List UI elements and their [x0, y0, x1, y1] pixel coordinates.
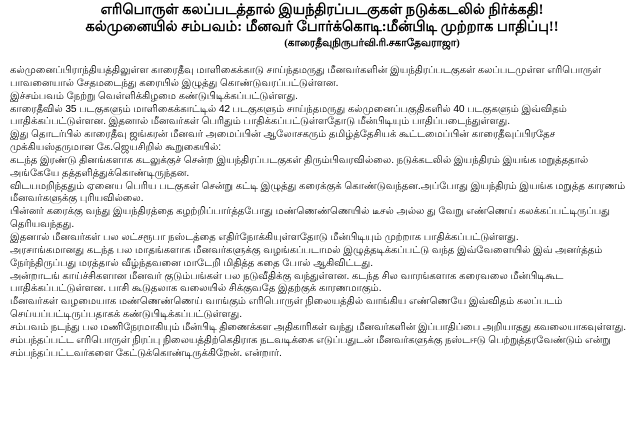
paragraph: கடந்த இரண்டு தினங்களாக கடலுக்குச் சென்ற இயந்திரப்படகுகள் திரும்பிவரவில்லை. நடுக்கடலில் இயந்திரம் இயங்க மறுத்ததால் அங்கேயே தத்தளித்துக்கொண்டிருந்தன.: [10, 154, 589, 179]
headline-line-2: கல்முனையில் சம்பவம்: மீனவர் போர்க்கொடி:மீன்பிடி முற்றாக பாதிப்பு!!: [85, 19, 559, 35]
paragraph: கல்முனைப்பிராந்தியத்திலுள்ள காரைதீவு மாளிகைக்காடு சாய்ந்தமருது மீனவர்களின் இயந்திரப்படகுகள் கலப்படமுள்ள எரிபொருள் பாவனையால் சேதமடைந்து கரையில் இழுத்து கொண்டுவரப்பட்டுள்ளன.: [10, 65, 602, 89]
paragraph: இச்சம்பவம் நேற்று வெள்ளிக்கிழமை கண்டுபிடிக்கப்பட்டுள்ளது.: [10, 90, 298, 102]
paragraph: இதனால் மீனவர்கள் பல லட்சரூபா நஸ்டத்தை எதிர்நோக்கியுள்ளதோடு மீன்பிடியும் முற்றாக பாதிக்கப்பட்டுள்ளது.: [10, 231, 519, 243]
paragraph: இது தொடர்பில் காரைதீவு ஜங்கரன் மீனவர் அமைப்பின் ஆலோசகரும் தமிழ்த்தேசியக் கூட்டமைப்பின் காரைதீவுப்பிரதேச முக்கியஸ்தருமான கே.ஜெயசிறில் கூறுகையில்:: [10, 129, 556, 154]
paragraph: விடயமறிந்ததும் ஏனைய பெரிய படகுகள் சென்று கட்டி இழுத்து கரைக்குக் கொண்டுவந்தன.அப்போது இயந்திரம் இயங்க மறுத்த காரணம் மீனவர்களுக்கு புரியவில்லை.: [10, 180, 626, 205]
headline-line-1: எரிபொருள் கலப்படத்தால் இயந்திரப்படகுகள் நடுக்கடலில் நிர்க்கதி!: [100, 2, 544, 18]
paragraph: அரசாங்கமானது கடந்த பல மாதங்களாக மீனவர்களுக்கு வழங்கப்படாமல் இழுத்தடிக்கப்பட்டு வந்த இவ்வேளையில் இவ் அனர்த்தம் நேர்ந்திருப்பது மரத்தால் வீழ்ந்தவனை மாடேறி மிதித்த கதை போல் ஆகிவிட்டது.: [10, 244, 603, 269]
byline: (காரைதீவுநிருபர்வி.ரி.சகாதேவராஜா): [284, 38, 460, 49]
paragraph: காரைதீவில் 35 படகுகளும் மாளிகைக்காட்டில் 42 படகுகளும் சாய்ந்தமருது கல்முனைப்பகுதிகளில் 40 படகுகளும் இவ்விதம் பாதிக்கப்பட்டுள்ளன. இதனால் மீனவர்கள் பெரிதும் பாதிக்கப்பட்டுள்ளதோடு மீன்பிடியும் பாதிப்படைந்துள்ளது.: [10, 103, 567, 128]
paragraph: சம்பவம் நடந்து பல மணிநேரமாகியும் மீன்பிடி திணைக்கள அதிகாரிகள் வந்து மீனவர்களின் இப்பாதிப்பை அறியாதது கவலையாகவுள்ளது. சம்பந்தப்பட்ட எரிபொருள் நிரப்பு நிலையத்திற்கெதிராக நடவடிக்கை எடுப்பதுடன் மீனவர்களுக்கு நஸ்டஈடு பெற்றுத்தரவேண்டும் என்று சம்பந்தப்பட்டவர்களை கேட்டுக்கொண்டிருக்கிறேன். என்றார்.: [10, 321, 626, 359]
paragraph: அன்றாடங் காய்ச்சிகளான மீனவர் குடும்பங்கள் பல நடுவீதிக்கு வந்துள்ளன. கடந்த சில வாரங்களாக கரைவலை மீன்பிடிகூட பாதிக்கப்பட்டுள்ளன. பாசி கூடுதலாக வலையில் சிக்குவதே இதற்குக் காரணமாகும்.: [10, 270, 564, 295]
headline: [10, 2, 634, 36]
paragraph: மீனவர்கள் வழமையாக மண்ணெண்ணெய் வாங்கும் எரிபொருள் நிலையத்தில் வாங்கிய எண்ணெயே இவ்விதம் கலப்படம் செய்யப்பட்டிருப்பதாகக் கண்டுபிடிக்கப்பட்டுள்ளது.: [10, 296, 563, 321]
paragraph: பின்னர் கரைக்கு வந்து இயந்திரத்தை கழற்றிப்பார்த்தபோது மண்ணெண்ணெயில் டீசல் அல்ல து வேறு எண்ணெய் கலக்கப்பட்டிருப்பது தெரியவந்தது.: [10, 206, 610, 231]
article-body: [10, 65, 634, 360]
